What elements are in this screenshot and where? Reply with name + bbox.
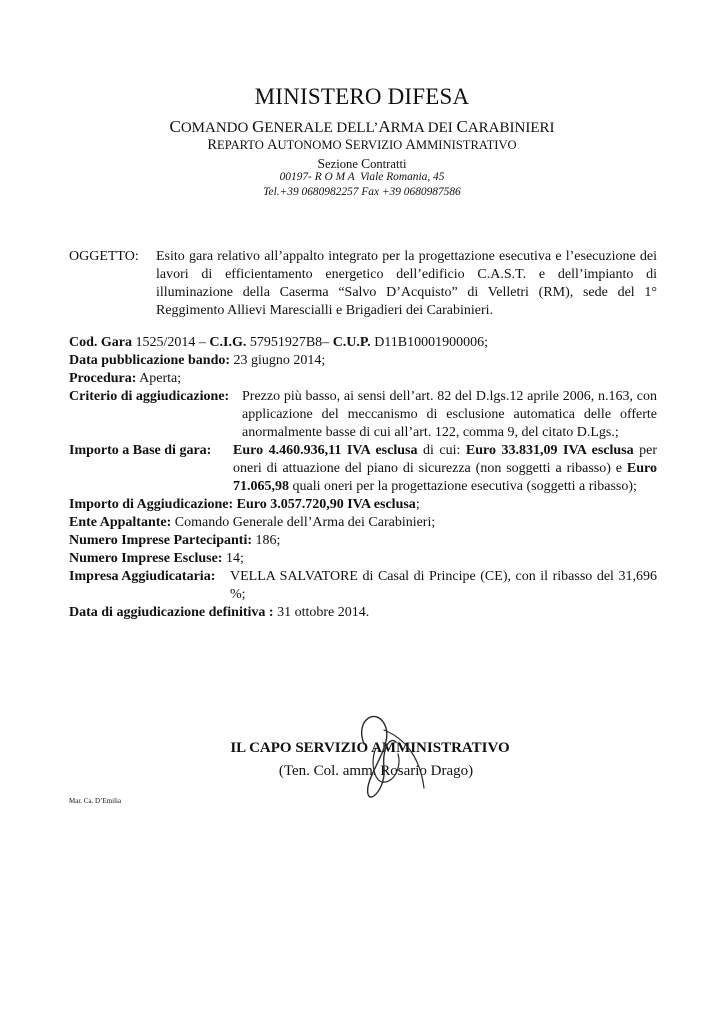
criterion-row bbox=[69, 388, 657, 442]
publication-label: Data pubblicazione bando: bbox=[69, 353, 231, 368]
oggetto-label: OGGETTO: bbox=[69, 249, 139, 264]
cig-value: 57951927B8– bbox=[249, 335, 330, 350]
award-amount-suffix: ; bbox=[415, 497, 420, 512]
oggetto-block bbox=[69, 248, 657, 320]
department-text: EPARTO bbox=[217, 138, 268, 152]
publication-value: 23 giugno 2014; bbox=[233, 353, 326, 368]
award-amount-value: Euro 3.057.720,90 IVA esclusa bbox=[236, 497, 416, 512]
cup-label: C.U.P. bbox=[332, 335, 371, 350]
command-line bbox=[0, 117, 724, 137]
drafter-initials: Mar. Ca. D’Emilia bbox=[69, 797, 122, 805]
base-amount-value bbox=[233, 442, 657, 496]
command-cap: C bbox=[169, 117, 181, 136]
command-text: ENERALE DELL’ bbox=[264, 120, 379, 136]
base-amount-text: di cui: bbox=[422, 443, 461, 458]
department-text: UTONOMO bbox=[277, 138, 345, 152]
procedure-label: Procedura: bbox=[69, 371, 137, 386]
safety-costs-amount: Euro 33.831,09 IVA esclusa bbox=[465, 443, 634, 458]
cup-value: D11B10001900006; bbox=[374, 335, 489, 350]
contacts-line: Tel.+39 0680982257 Fax +39 0680987586 bbox=[263, 186, 461, 198]
section-text: ontratti bbox=[370, 157, 407, 171]
procedure-line bbox=[69, 370, 657, 388]
department-line bbox=[0, 137, 724, 154]
cod-gara-value: 1525/2014 – bbox=[135, 335, 206, 350]
ministry-title: MINISTERO DIFESA bbox=[254, 84, 470, 109]
handwritten-signature bbox=[324, 708, 444, 804]
design-costs-amount: Euro 71.065,98 bbox=[233, 461, 658, 494]
base-amount-row bbox=[69, 442, 657, 496]
final-award-date-value: 31 ottobre 2014. bbox=[277, 605, 370, 620]
awardee-value: VELLA SALVATORE di Casal di Principe (CE), con il ribasso del 31,696 %; bbox=[230, 569, 657, 602]
criterion-label: Criterio di aggiudicazione: bbox=[69, 389, 230, 404]
excluded-value: 14; bbox=[225, 551, 244, 566]
publication-line bbox=[69, 352, 657, 370]
department-text: ERVIZIO bbox=[352, 138, 406, 152]
awardee-label: Impresa Aggiudicataria: bbox=[69, 569, 216, 584]
base-amount: Euro 4.460.936,11 IVA esclusa bbox=[233, 443, 418, 458]
procedure-value: Aperta; bbox=[139, 371, 182, 386]
command-text: RMA DEI bbox=[390, 120, 457, 136]
awardee-row bbox=[69, 568, 657, 604]
command-text: OMANDO bbox=[180, 120, 253, 136]
base-amount-text: per oneri di attuazione del piano di sicurezza (non soggetti a ribasso) e bbox=[233, 443, 658, 476]
contracting-entity-line bbox=[69, 514, 657, 532]
cig-label: C.I.G. bbox=[209, 335, 247, 350]
signatory-name: (Ten. Col. amm. Rosario Drago) bbox=[278, 763, 474, 779]
base-amount-text: quali oneri per la progettazione esecutiva (soggetti a ribasso); bbox=[292, 479, 637, 494]
final-award-date-line bbox=[69, 604, 657, 622]
department-cap: S bbox=[344, 137, 353, 153]
award-amount-line bbox=[69, 496, 657, 514]
command-cap: G bbox=[252, 117, 265, 136]
section-cap: S bbox=[317, 156, 326, 171]
contracting-entity-label: Ente Appaltante: bbox=[69, 515, 172, 530]
section-line bbox=[0, 156, 724, 172]
command-cap: A bbox=[378, 117, 391, 136]
codes-line bbox=[69, 334, 657, 352]
cod-gara-label: Cod. Gara bbox=[69, 335, 132, 350]
base-amount-label: Importo a Base di gara: bbox=[69, 443, 212, 458]
participants-label: Numero Imprese Partecipanti: bbox=[69, 533, 252, 548]
department-cap: A bbox=[405, 137, 416, 153]
participants-value: 186; bbox=[255, 533, 281, 548]
section-text: ezione bbox=[325, 157, 362, 171]
participants-line bbox=[69, 532, 657, 550]
department-text: MMINISTRATIVO bbox=[415, 138, 517, 152]
final-award-date-label: Data di aggiudicazione definitiva : bbox=[69, 605, 274, 620]
address-line: 00197- R O M A Viale Romania, 45 bbox=[279, 171, 445, 183]
department-cap: R bbox=[207, 137, 218, 153]
section-cap: C bbox=[361, 156, 371, 171]
excluded-label: Numero Imprese Escluse: bbox=[69, 551, 223, 566]
criterion-value: Prezzo più basso, ai sensi dell’art. 82 del D.lgs.12 aprile 2006, n.163, con applicazione del meccanismo di esclusione automatica delle offerte anormalmente basse di cui all’art. 122, comma 9, del citato D.Lgs.; bbox=[242, 389, 657, 440]
details-block bbox=[69, 334, 657, 622]
excluded-line bbox=[69, 550, 657, 568]
command-text: ARABINIERI bbox=[467, 120, 555, 136]
department-cap: A bbox=[267, 137, 278, 153]
award-amount-label: Importo di Aggiudicazione: bbox=[69, 497, 234, 512]
signature-title: IL CAPO SERVIZIO AMMINISTRATIVO bbox=[230, 740, 510, 756]
contracting-entity-value: Comando Generale dell’Arma dei Carabinieri; bbox=[174, 515, 436, 530]
command-cap: C bbox=[456, 117, 468, 136]
oggetto-text: Esito gara relativo all’appalto integrato per la progettazione esecutiva e l’esecuzione dei lavori di efficientamento energetico dell’edificio C.A.S.T. e dell’impianto di illuminazione della Caserma “Salvo D’Acquisto” di Velletri (RM), sede del 1° Reggimento Allievi Marescialli e Brigadieri dei Carabinieri. bbox=[156, 249, 657, 318]
